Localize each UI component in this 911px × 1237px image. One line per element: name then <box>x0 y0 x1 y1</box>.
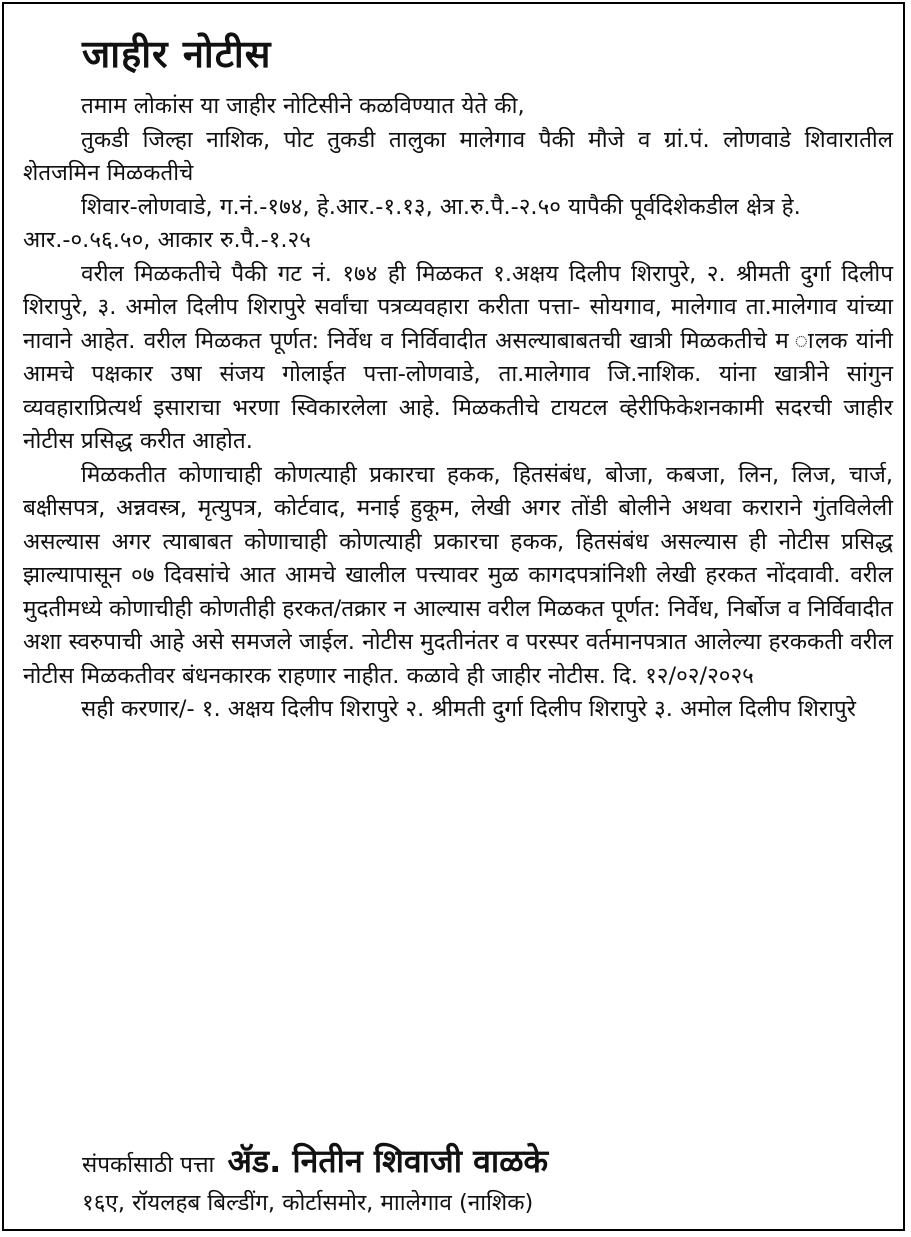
survey-paragraph: शिवार-लोणवाडे, ग.नं.-१७४, हे.आर.-१.१३, आ.रु.पै.-२.५० यापैकी पूर्वदिशेकडील क्षेत्र हे. आर.-०.५६.५०, आकार रु.पै.-१.२५ <box>23 193 801 253</box>
advocate-address: १६ए, रॉयलहब बिल्डींग, कोर्टासमोर, माालेगाव (नाशिक) <box>82 1190 534 1216</box>
notice-body <box>23 90 893 727</box>
owners-paragraph: वरील मिळकतीचे पैकी गट नं. १७४ ही मिळकत १.अक्षय दिलीप शिरापुरे, २. श्रीमती दुर्गा दिलीप शिरापुरे, ३. अमोल दिलीप शिरापुरे सर्वांचा पत्रव्यवहारा करीता पत्ता- सोयगाव, मालेगाव ता.मालेगाव यांच्या नावाने आहेत. वरील मिळकत पूर्णत: निर्वेध व निर्विवादीत असल्याबाबतची खात्री मिळकतीचे म ालक यांनी आमचे पक्षकार उषा संजय गोलाईत पत्ता-लोणवाडे, ता.मालेगाव जि.नाशिक. यांना खात्रीने सांगुन व्यवहाराप्रित्यर्थ इसाराचा भरणा स्विकारलेला आहे. मिळकतीचे टायटल व्हेरीफिकेशनकामी सदरची जाहीर नोटीस प्रसिद्ध करीत आहोत. <box>23 260 893 454</box>
signatories-paragraph: सही करणार/- १. अक्षय दिलीप शिरापुरे २. श्रीमती दुर्गा दिलीप शिरापुरे ३. अमोल दिलीप शिरापुरे <box>81 696 856 722</box>
public-notice <box>2 2 905 1231</box>
claims-paragraph: मिळकतीत कोणाचाही कोणत्याही प्रकारचा हकक, हितसंबंध, बोजा, कबजा, लिन, लिज, चार्ज, बक्षीसपत्र, अन्नवस्त्र, मृत्युपत्र, कोर्टवाद, मनाई हुकूम, लेखी अगर तोंडी बोलीने अथवा कराराने गुंतविलेली असल्यास अगर त्याबाबत कोणाचाही कोणत्याही प्रकारचा हकक, हितसंबंध असल्यास ही नोटीस प्रसिद्ध झाल्यापासून ०७ दिवसांचे आत आमचे खालील पत्त्यावर मुळ कागदपत्रांनिशी लेखी हरकत नोंदवावी. वरील मुदतीमध्ये कोणाचीही कोणतीही हरकत/तक्रार न आल्यास वरील मिळकत पूर्णत: निर्वेध, निर्बोज व निर्विवादीत अशा स्वरुपाची आहे असे समजले जाईल. नोटीस मुदतीनंतर व परस्पर वर्तमानपत्रात आलेल्या हरककती वरील नोटीस मिळकतीवर बंधनकारक राहणार नाहीत. कळावे ही जाहीर नोटीस. दि. १२/०२/२०२५ <box>23 461 893 689</box>
advocate-name: ॲड. नितीन शिवाजी वाळके <box>227 1142 549 1180</box>
location-paragraph: तुकडी जिल्हा नाशिक, पोट तुकडी तालुका मालेगाव पैकी मौजे व ग्रां.पं. लोणवाडे शिवारातील शेतजमिन मिळकतीचे <box>23 126 893 186</box>
notice-title: जाहीर नोटीस <box>82 32 272 76</box>
contact-label: संपर्कासाठी पत्ता <box>82 1152 215 1178</box>
contact-line <box>82 1141 548 1185</box>
intro-line: तमाम लोकांस या जाहीर नोटिसीने कळविण्यात येते की, <box>81 93 525 119</box>
